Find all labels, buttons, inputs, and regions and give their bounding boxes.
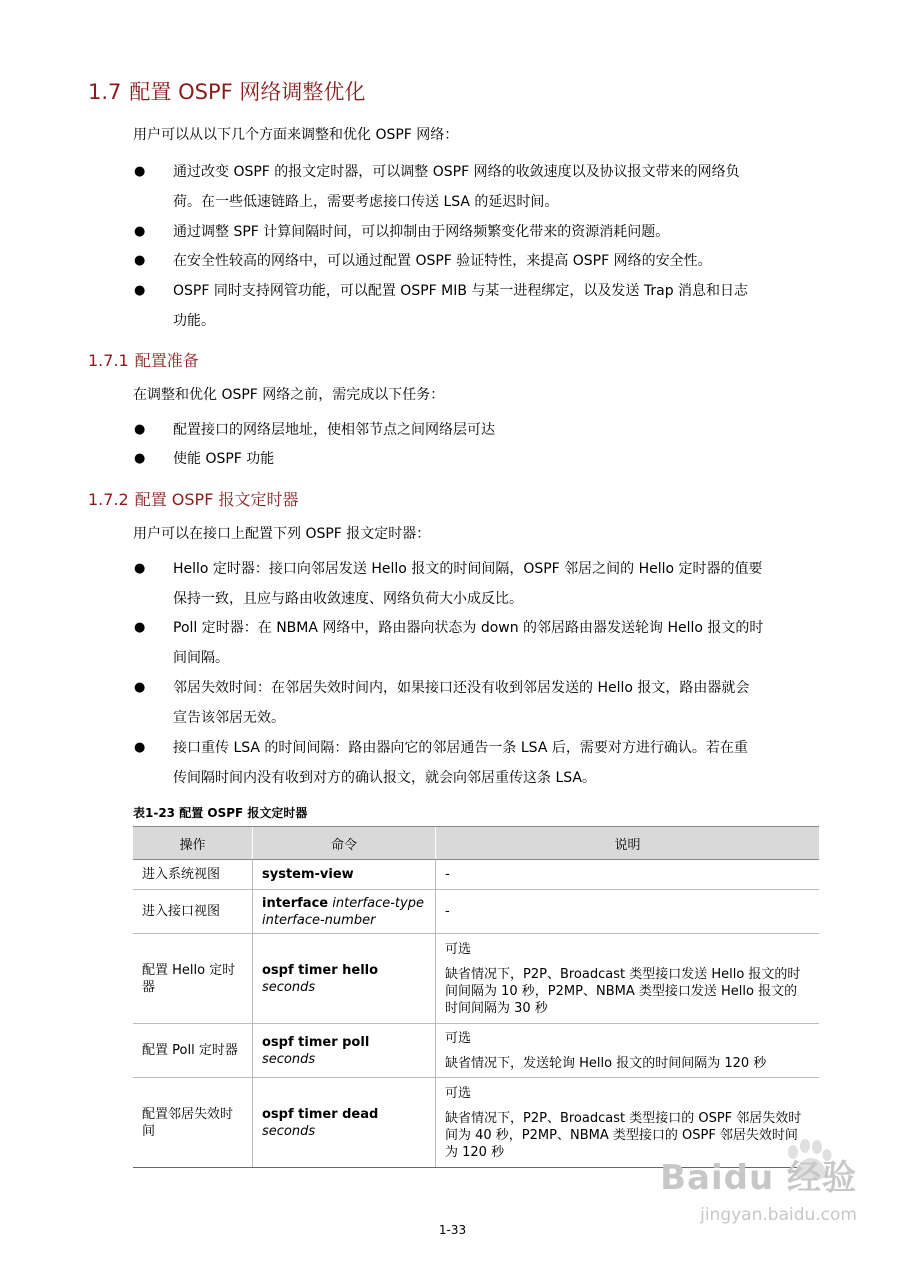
bullet-icon: ● — [134, 253, 146, 268]
list-item — [134, 554, 824, 614]
description-text: 缺省情况下，发送轮询 Hello 报文的时间间隔为 120 秒 — [445, 1055, 767, 1071]
command-keyword: system-view — [262, 867, 354, 882]
optional-label: 可选 — [445, 1085, 472, 1101]
subsection-intro: 在调整和优化 OSPF 网络之前，需完成以下任务： — [133, 387, 445, 403]
bullet-icon: ● — [134, 740, 146, 755]
list-item-line: 传间隔时间内没有收到对方的确认报文，就会向邻居重传这条 LSA。 — [173, 770, 596, 786]
config-table — [133, 826, 819, 1168]
subsection-heading — [88, 348, 199, 371]
list-item-line: 宣告该邻居无效。 — [173, 710, 285, 726]
operation-cell: 配置邻居失效时间 — [133, 1078, 253, 1168]
bullet-icon: ● — [134, 451, 146, 466]
command-keyword: ospf timer poll — [262, 1034, 370, 1050]
section-title: 配置 OSPF 网络调整优化 — [129, 80, 366, 104]
bullet-icon: ● — [134, 422, 146, 437]
command-keyword: ospf timer dead — [262, 1106, 379, 1122]
bullet-icon: ● — [134, 561, 146, 576]
subsection-title: 配置 OSPF 报文定时器 — [134, 490, 299, 509]
subsection-number: 1.7.1 — [88, 351, 129, 370]
list-item-line: 保持一致，且应与路由收敛速度、网络负荷大小成反比。 — [173, 591, 523, 607]
list-item — [134, 613, 824, 673]
bullet-icon: ● — [134, 224, 146, 239]
subsection-title: 配置准备 — [134, 351, 199, 370]
command-argument: seconds — [262, 979, 316, 995]
list-item — [134, 217, 824, 247]
watermark-url: jingyan.baidu.com — [700, 1205, 857, 1225]
list-item-line: 荷。在一些低速链路上，需要考虑接口传送 LSA 的延迟时间。 — [173, 194, 559, 210]
list-item-line: 接口重传 LSA 的时间间隔：路由器向它的邻居通告一条 LSA 后，需要对方进行确认。若在重 — [173, 740, 748, 756]
operation-cell: 配置 Hello 定时器 — [133, 934, 253, 1024]
command-cell — [253, 934, 436, 1024]
subsection-heading — [88, 487, 299, 510]
command-keyword: ospf timer hello — [262, 962, 379, 978]
command-cell — [253, 1024, 436, 1078]
command-cell — [253, 1078, 436, 1168]
subsection-intro: 用户可以在接口上配置下列 OSPF 报文定时器： — [133, 526, 431, 542]
column-header: 操作 — [133, 827, 253, 860]
command-keyword: interface — [262, 895, 329, 911]
table-header-row — [133, 827, 819, 860]
watermark-logo: Baidu 经验 — [660, 1158, 857, 1198]
intro-paragraph: 用户可以从以下几个方面来调整和优化 OSPF 网络： — [133, 127, 459, 143]
column-header: 说明 — [436, 827, 820, 860]
watermark — [660, 1150, 857, 1225]
table-row — [133, 934, 819, 1024]
list-item — [134, 673, 824, 733]
list-item-line: 功能。 — [173, 313, 215, 329]
description-cell — [436, 934, 820, 1024]
table-row — [133, 860, 819, 890]
list-item — [134, 444, 824, 474]
list-item-line: 邻居失效时间：在邻居失效时间内，如果接口还没有收到邻居发送的 Hello 报文，路由器就会 — [173, 680, 750, 696]
command-argument: seconds — [262, 1123, 316, 1139]
list-item — [134, 733, 824, 793]
section-number: 1.7 — [88, 80, 122, 104]
list-item-line: 通过调整 SPF 计算间隔时间，可以抑制由于网络频繁变化带来的资源消耗问题。 — [173, 224, 670, 240]
subsection-number: 1.7.2 — [88, 490, 129, 509]
operation-cell: 配置 Poll 定时器 — [133, 1024, 253, 1078]
table-caption: 表1-23 配置 OSPF 报文定时器 — [133, 806, 308, 820]
table-row — [133, 1024, 819, 1078]
bullet-icon: ● — [134, 164, 146, 179]
operation-cell: 进入系统视图 — [133, 860, 253, 890]
list-item-line: 间间隔。 — [173, 650, 229, 666]
command-cell — [253, 860, 436, 890]
bullet-icon: ● — [134, 620, 146, 635]
command-argument: interface-number — [262, 912, 376, 928]
optional-label: 可选 — [445, 1030, 472, 1046]
list-item — [134, 276, 824, 336]
list-item-line: 配置接口的网络层地址，使相邻节点之间网络层可达 — [173, 422, 495, 438]
description-cell — [436, 1024, 820, 1078]
list-item — [134, 157, 824, 217]
description-text: 缺省情况下，P2P、Broadcast 类型接口发送 Hello 报文的时间间隔为 10 秒，P2MP、NBMA 类型接口发送 Hello 报文的时间间隔为 30 秒 — [445, 966, 801, 1016]
optional-label: 可选 — [445, 941, 472, 957]
list-item-line: Poll 定时器：在 NBMA 网络中，路由器向状态为 down 的邻居路由器发送轮询 Hello 报文的时 — [173, 620, 764, 636]
list-item — [134, 246, 824, 276]
list-item-line: OSPF 同时支持网管功能，可以配置 OSPF MIB 与某一进程绑定，以及发送 Trap 消息和日志 — [173, 283, 749, 299]
bullet-icon: ● — [134, 680, 146, 695]
page-title — [88, 76, 365, 106]
description-cell: - — [436, 860, 820, 890]
list-item-line: Hello 定时器：接口向邻居发送 Hello 报文的时间间隔，OSPF 邻居之间的 Hello 定时器的值要 — [173, 561, 763, 577]
operation-cell: 进入接口视图 — [133, 890, 253, 934]
bullet-icon: ● — [134, 283, 146, 298]
command-cell — [253, 890, 436, 934]
list-item-line: 通过改变 OSPF 的报文定时器，可以调整 OSPF 网络的收敛速度以及协议报文带来的网络负 — [173, 164, 740, 180]
command-argument: interface-type — [332, 895, 424, 911]
command-argument: seconds — [262, 1051, 316, 1067]
page-number: 1-33 — [438, 1223, 467, 1237]
table-row — [133, 890, 819, 934]
list-item-line: 使能 OSPF 功能 — [173, 451, 275, 467]
list-item-line: 在安全性较高的网络中，可以通过配置 OSPF 验证特性，来提高 OSPF 网络的安全性。 — [173, 253, 712, 269]
list-item — [134, 415, 824, 445]
description-text: 缺省情况下，P2P、Broadcast 类型接口的 OSPF 邻居失效时间为 40 秒，P2MP、NBMA 类型接口的 OSPF 邻居失效时间为 120 秒 — [445, 1110, 802, 1160]
column-header: 命令 — [253, 827, 436, 860]
description-cell: - — [436, 890, 820, 934]
